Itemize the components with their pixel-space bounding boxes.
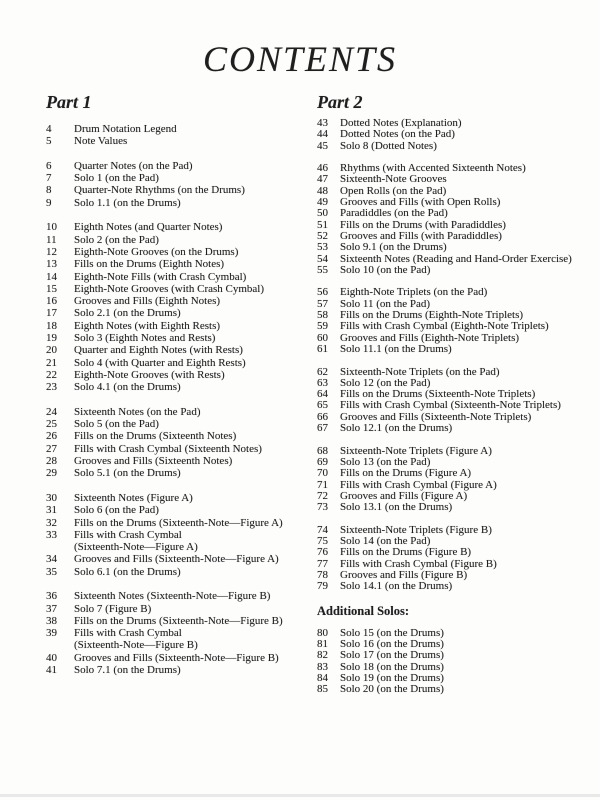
entry-title-line: Drum Notation Legend (74, 123, 177, 135)
entry-title (340, 468, 589, 479)
page-number: 20 (46, 344, 57, 357)
entry-title (74, 418, 308, 430)
entry-title (74, 443, 308, 455)
page-number: 52 (317, 229, 328, 242)
entry-title (74, 184, 308, 196)
page-number: 75 (317, 534, 328, 547)
entry-title (340, 321, 589, 332)
toc-entry (317, 321, 589, 332)
entry-title-line: Solo 14 (on the Pad) (340, 534, 431, 547)
entry-title-line: Solo 5.1 (on the Drums) (74, 467, 181, 480)
entry-group (46, 123, 308, 148)
entry-title-line: Quarter-Note Rhythms (on the Drums) (74, 184, 245, 197)
entry-title-line: Grooves and Fills (with Paradiddles) (340, 229, 502, 242)
entry-title-line: Solo 13.1 (on the Drums) (340, 501, 453, 514)
part-2-heading: Part 2 (317, 92, 363, 112)
entry-title (74, 160, 308, 172)
entry-title (74, 504, 308, 516)
entry-title-line: Fills on the Drums (Eighth-Note Triplets) (340, 309, 524, 322)
part-2-column (317, 92, 589, 707)
entry-group (46, 406, 308, 480)
entry-title-line: Grooves and Fills (Figure A) (340, 489, 468, 502)
toc-entry (46, 123, 308, 135)
entry-title-line: Grooves and Fills (Sixteenth Notes) (74, 455, 233, 468)
entry-title (340, 547, 589, 558)
entry-group (317, 628, 589, 696)
entry-group (46, 221, 308, 393)
page-number: 62 (317, 365, 328, 378)
entry-title-line: Fills with Crash Cymbal (74, 528, 182, 541)
page-number: 47 (317, 173, 328, 186)
page-number: 82 (317, 649, 328, 662)
page-number: 15 (46, 282, 57, 295)
entry-title (74, 406, 308, 418)
page-number: 10 (46, 221, 57, 234)
part-2-entries (317, 118, 589, 696)
entry-title-line: Quarter and Eighth Notes (with Rests) (74, 344, 243, 357)
page-number: 59 (317, 320, 328, 333)
entry-title-line: Solo 10 (on the Pad) (340, 263, 431, 276)
entry-title-line: Solo 1 (on the Pad) (74, 172, 159, 185)
entry-title-line: Solo 17 (on the Drums) (340, 649, 444, 662)
toc-entry (317, 502, 589, 513)
toc-entry (46, 529, 308, 554)
toc-entry (317, 581, 589, 592)
page-number: 46 (317, 162, 328, 175)
page-number: 17 (46, 307, 57, 320)
entry-title (74, 664, 308, 676)
entry-title (74, 369, 308, 381)
entry-title-line: Grooves and Fills (Sixteenth-Note Triplets) (340, 410, 532, 423)
toc-entry (46, 197, 308, 209)
entry-title-line: Fills on the Drums (Eighth Notes) (74, 258, 225, 271)
page-number: 77 (317, 557, 328, 570)
toc-entry (46, 590, 308, 602)
entry-title-line: (Sixteenth-Note—Figure A) (74, 541, 198, 554)
entry-title-line: Grooves and Fills (Sixteenth-Note—Figure A) (74, 553, 279, 566)
entry-title-line: Solo 4.1 (on the Drums) (74, 381, 181, 394)
entry-title-line: Solo 6 (on the Pad) (74, 504, 159, 517)
entry-title (340, 141, 589, 152)
entry-title-line: Solo 4 (with Quarter and Eighth Rests) (74, 356, 246, 369)
page-number: 60 (317, 331, 328, 344)
page-number: 26 (46, 430, 57, 443)
entry-title (74, 529, 308, 554)
page-number: 27 (46, 442, 57, 455)
entry-title (74, 455, 308, 467)
entry-title-line: Fills on the Drums (Sixteenth Notes) (74, 430, 237, 443)
toc-entry (46, 246, 308, 258)
page-number: 76 (317, 546, 328, 559)
entry-title (74, 234, 308, 246)
entry-title (340, 344, 589, 355)
entry-title (74, 627, 308, 652)
part-1-column (46, 92, 308, 689)
entry-title-line: Sixteenth-Note Triplets (Figure A) (340, 444, 492, 457)
scan-edge-shadow (0, 794, 600, 797)
page-number: 81 (317, 638, 328, 651)
entry-title-line: Fills with Crash Cymbal (Eighth-Note Triplets) (340, 320, 549, 333)
page-number: 49 (317, 196, 328, 209)
part-1-entries (46, 123, 308, 676)
entry-title-line: Sixteenth-Note Grooves (340, 173, 447, 186)
entry-title (74, 258, 308, 270)
page-number: 64 (317, 388, 328, 401)
page-number: 21 (46, 356, 57, 369)
page-number: 12 (46, 245, 57, 258)
entry-title (340, 423, 589, 434)
entry-title-line: Sixteenth-Note Triplets (Figure B) (340, 523, 492, 536)
entry-title (74, 344, 308, 356)
entry-group (317, 118, 589, 152)
entry-title-line: Solo 2.1 (on the Drums) (74, 307, 181, 320)
page-number: 44 (317, 128, 328, 141)
entry-title-line: Solo 20 (on the Drums) (340, 683, 444, 696)
page-number: 18 (46, 319, 57, 332)
toc-entry (317, 129, 589, 140)
entry-title-line: Solo 2 (on the Pad) (74, 233, 159, 246)
page-number: 41 (46, 664, 57, 677)
page-title: CONTENTS (202, 39, 398, 79)
page-number: 69 (317, 455, 328, 468)
entry-title (74, 197, 308, 209)
entry-title-line: Fills on the Drums (Sixteenth-Note—Figure A) (74, 516, 283, 529)
entry-title (74, 221, 308, 233)
page-number: 4 (46, 123, 52, 135)
toc-entry (46, 492, 308, 504)
page-number: 22 (46, 368, 57, 381)
page-number: 45 (317, 139, 328, 152)
entry-title-line: Fills on the Drums (Sixteenth-Note Triplets) (340, 388, 536, 401)
toc-entry (317, 208, 589, 219)
page-number: 5 (46, 135, 52, 148)
page-number: 38 (46, 614, 57, 627)
entry-title-line: Fills on the Drums (Figure B) (340, 546, 472, 559)
entry-title-line: Solo 5 (on the Pad) (74, 418, 159, 431)
entry-title-line: Solo 18 (on the Drums) (340, 660, 444, 673)
page-number: 11 (46, 233, 57, 246)
entry-title (74, 307, 308, 319)
page-number: 80 (317, 626, 328, 639)
entry-title-line: Solo 11 (on the Pad) (340, 297, 431, 310)
entry-title (74, 615, 308, 627)
page-number: 58 (317, 309, 328, 322)
additional-solos-heading: Additional Solos: (317, 603, 410, 618)
toc-entry (46, 627, 308, 652)
toc-entry (46, 344, 308, 356)
page-number: 70 (317, 467, 328, 480)
entry-title (340, 265, 589, 276)
page-number: 13 (46, 258, 57, 271)
page-number: 16 (46, 295, 57, 308)
toc-entry (46, 258, 308, 270)
page-number: 78 (317, 568, 328, 581)
toc-entry (46, 443, 308, 455)
entry-title-line: Solo 1.1 (on the Drums) (74, 196, 181, 209)
entry-title (74, 172, 308, 184)
entry-group (317, 367, 589, 435)
toc-entry (317, 684, 589, 695)
entry-group (317, 525, 589, 593)
toc-entry (46, 467, 308, 479)
toc-entry (317, 344, 589, 355)
entry-title-line: Sixteenth-Note Triplets (on the Pad) (340, 365, 500, 378)
toc-entry (46, 271, 308, 283)
entry-title-line: Solo 7.1 (on the Drums) (74, 664, 181, 677)
entry-title (74, 123, 308, 135)
page-number: 9 (46, 196, 52, 209)
page-number: 39 (46, 627, 57, 640)
page-number: 61 (317, 342, 328, 355)
toc-entry (46, 603, 308, 615)
page-number: 73 (317, 501, 328, 514)
entry-title-line: Solo 12 (on the Pad) (340, 376, 431, 389)
entry-title (74, 652, 308, 664)
entry-title-line: Solo 7 (Figure B) (74, 602, 152, 615)
page-number: 65 (317, 399, 328, 412)
entry-title (74, 357, 308, 369)
entry-title-line: Sixteenth Notes (on the Pad) (74, 405, 201, 418)
page-number: 83 (317, 660, 328, 673)
toc-entry (317, 650, 589, 661)
entry-title-line: Grooves and Fills (Eighth Notes) (74, 295, 221, 308)
entry-title (74, 271, 308, 283)
entry-title (74, 603, 308, 615)
entry-title-line: Note Values (74, 135, 128, 148)
page-number: 29 (46, 467, 57, 480)
page-number: 33 (46, 528, 57, 541)
entry-title-line: Sixteenth Notes (Reading and Hand-Order Exercise) (340, 252, 572, 265)
entry-title-line: Grooves and Fills (with Open Rolls) (340, 196, 501, 209)
entry-title (74, 492, 308, 504)
page-number: 24 (46, 405, 57, 418)
toc-entry (46, 430, 308, 442)
entry-title (340, 129, 589, 140)
toc-entry (46, 184, 308, 196)
entry-title (74, 295, 308, 307)
entry-title (74, 517, 308, 529)
entry-title-line: Sixteenth Notes (Figure A) (74, 491, 193, 504)
entry-group (317, 163, 589, 276)
page-number: 63 (317, 376, 328, 389)
toc-entry (317, 547, 589, 558)
entry-title (74, 430, 308, 442)
entry-title-line: Fills with Crash Cymbal (Sixteenth Notes) (74, 442, 262, 455)
entry-title-line: Solo 13 (on the Pad) (340, 455, 431, 468)
entry-title-line: Solo 3 (Eighth Notes and Rests) (74, 332, 216, 345)
entry-title-line: Solo 9.1 (on the Drums) (340, 241, 447, 254)
page-number: 57 (317, 297, 328, 310)
page-number: 8 (46, 184, 52, 197)
page-number: 48 (317, 184, 328, 197)
entry-group (46, 590, 308, 676)
page-number: 7 (46, 172, 52, 185)
page-number: 53 (317, 241, 328, 254)
toc-entry (46, 283, 308, 295)
page-number: 74 (317, 523, 328, 536)
entry-title-line: Solo 12.1 (on the Drums) (340, 422, 453, 435)
entry-group (46, 492, 308, 578)
page-number: 36 (46, 590, 57, 603)
page-number: 30 (46, 491, 57, 504)
page-number: 34 (46, 553, 57, 566)
entry-title-line: Eighth-Note Fills (with Crash Cymbal) (74, 270, 247, 283)
toc-entry (317, 265, 589, 276)
toc-entry (46, 455, 308, 467)
part-1-heading: Part 1 (46, 92, 92, 112)
toc-entry (317, 423, 589, 434)
toc-entry (46, 553, 308, 565)
entry-title-line: Solo 6.1 (on the Drums) (74, 565, 181, 578)
entry-title-line: Solo 11.1 (on the Drums) (340, 342, 452, 355)
toc-entry (46, 332, 308, 344)
toc-entry (317, 468, 589, 479)
page-number: 6 (46, 159, 52, 172)
page-number: 37 (46, 602, 57, 615)
toc-entry (46, 172, 308, 184)
entry-title-line: Eighth-Note Grooves (on the Drums) (74, 245, 239, 258)
toc-entry (317, 242, 589, 253)
toc-entry (46, 664, 308, 676)
entry-title-line: Fills with Crash Cymbal (Figure B) (340, 557, 497, 570)
toc-entry (46, 381, 308, 393)
page-number: 66 (317, 410, 328, 423)
entry-title-line: Fills with Crash Cymbal (Sixteenth-Note Triplets) (340, 399, 561, 412)
entry-title-line: Fills on the Drums (Sixteenth-Note—Figure B) (74, 614, 283, 627)
page-number: 50 (317, 207, 328, 220)
entry-title-line: Open Rolls (on the Pad) (340, 184, 447, 197)
page-number: 68 (317, 444, 328, 457)
toc-entry (46, 135, 308, 147)
entry-title-line: Eighth Notes (with Eighth Rests) (74, 319, 221, 332)
page-number: 71 (317, 478, 328, 491)
entry-group (317, 446, 589, 514)
entry-title-line: Solo 8 (Dotted Notes) (340, 139, 437, 152)
toc-entry (46, 369, 308, 381)
toc-entry (46, 615, 308, 627)
toc-entry (46, 406, 308, 418)
page-number: 55 (317, 263, 328, 276)
entry-title-line: Solo 14.1 (on the Drums) (340, 580, 453, 593)
entry-title (74, 283, 308, 295)
page-number: 31 (46, 504, 57, 517)
entry-title (74, 467, 308, 479)
page-number: 28 (46, 455, 57, 468)
toc-entry (46, 357, 308, 369)
page-number: 40 (46, 651, 57, 664)
entry-title-line: Fills with Crash Cymbal (74, 627, 182, 640)
page-number: 84 (317, 671, 328, 684)
entry-title (74, 320, 308, 332)
toc-entry (46, 652, 308, 664)
toc-entry (46, 295, 308, 307)
entry-title (340, 502, 589, 513)
toc-entry (46, 160, 308, 172)
entry-title-line: Rhythms (with Accented Sixteenth Notes) (340, 162, 526, 175)
page-number: 56 (317, 286, 328, 299)
entry-title-line: Solo 16 (on the Drums) (340, 638, 444, 651)
entry-title (340, 242, 589, 253)
entry-title (74, 332, 308, 344)
toc-entry (317, 141, 589, 152)
entry-title-line: (Sixteenth-Note—Figure B) (74, 639, 198, 652)
entry-title-line: Solo 19 (on the Drums) (340, 671, 444, 684)
toc-entry (46, 504, 308, 516)
entry-title (74, 566, 308, 578)
entry-title-line: Eighth-Note Grooves (with Rests) (74, 368, 225, 381)
entry-group (46, 160, 308, 209)
page-number: 72 (317, 489, 328, 502)
entry-title (74, 553, 308, 565)
page-number: 79 (317, 580, 328, 593)
entry-title-line: Eighth-Note Triplets (on the Pad) (340, 286, 488, 299)
entry-title-line: Fills on the Drums (with Paradiddles) (340, 218, 506, 231)
entry-title (340, 581, 589, 592)
page-number: 51 (317, 218, 328, 231)
entry-title (340, 650, 589, 661)
entry-title-line: Quarter Notes (on the Pad) (74, 159, 193, 172)
entry-title (340, 208, 589, 219)
entry-title (74, 590, 308, 602)
entry-title (74, 135, 308, 147)
toc-entry (46, 221, 308, 233)
entry-title (74, 246, 308, 258)
toc-entry (46, 307, 308, 319)
toc-entry (46, 320, 308, 332)
toc-entry (46, 566, 308, 578)
entry-title-line: Grooves and Fills (Figure B) (340, 568, 468, 581)
toc-entry (46, 517, 308, 529)
page-number: 54 (317, 252, 328, 265)
entry-title-line: Eighth Notes (and Quarter Notes) (74, 221, 223, 234)
page-number: 67 (317, 422, 328, 435)
entry-title-line: Grooves and Fills (Sixteenth-Note—Figure B) (74, 651, 279, 664)
page-number: 85 (317, 683, 328, 696)
entry-title-line: Eighth-Note Grooves (with Crash Cymbal) (74, 282, 265, 295)
entry-group (317, 287, 589, 355)
entry-title-line: Fills on the Drums (Figure A) (340, 467, 472, 480)
entry-title-line: Fills with Crash Cymbal (Figure A) (340, 478, 497, 491)
page-number: 23 (46, 381, 57, 394)
entry-title-line: Dotted Notes (Explanation) (340, 117, 462, 129)
toc-entry (46, 418, 308, 430)
entry-title-line: Grooves and Fills (Eighth-Note Triplets) (340, 331, 520, 344)
page-number: 43 (317, 117, 328, 129)
page-number: 35 (46, 565, 57, 578)
entry-title-line: Sixteenth Notes (Sixteenth-Note—Figure B) (74, 590, 271, 603)
page-number: 32 (46, 516, 57, 529)
page-number: 25 (46, 418, 57, 431)
page-number: 14 (46, 270, 57, 283)
entry-title-line: Dotted Notes (on the Pad) (340, 128, 455, 141)
entry-title (340, 684, 589, 695)
page-number: 19 (46, 332, 57, 345)
toc-entry (46, 234, 308, 246)
entry-title-line: Solo 15 (on the Drums) (340, 626, 444, 639)
entry-title (74, 381, 308, 393)
entry-title-line: Paradiddles (on the Pad) (340, 207, 448, 220)
